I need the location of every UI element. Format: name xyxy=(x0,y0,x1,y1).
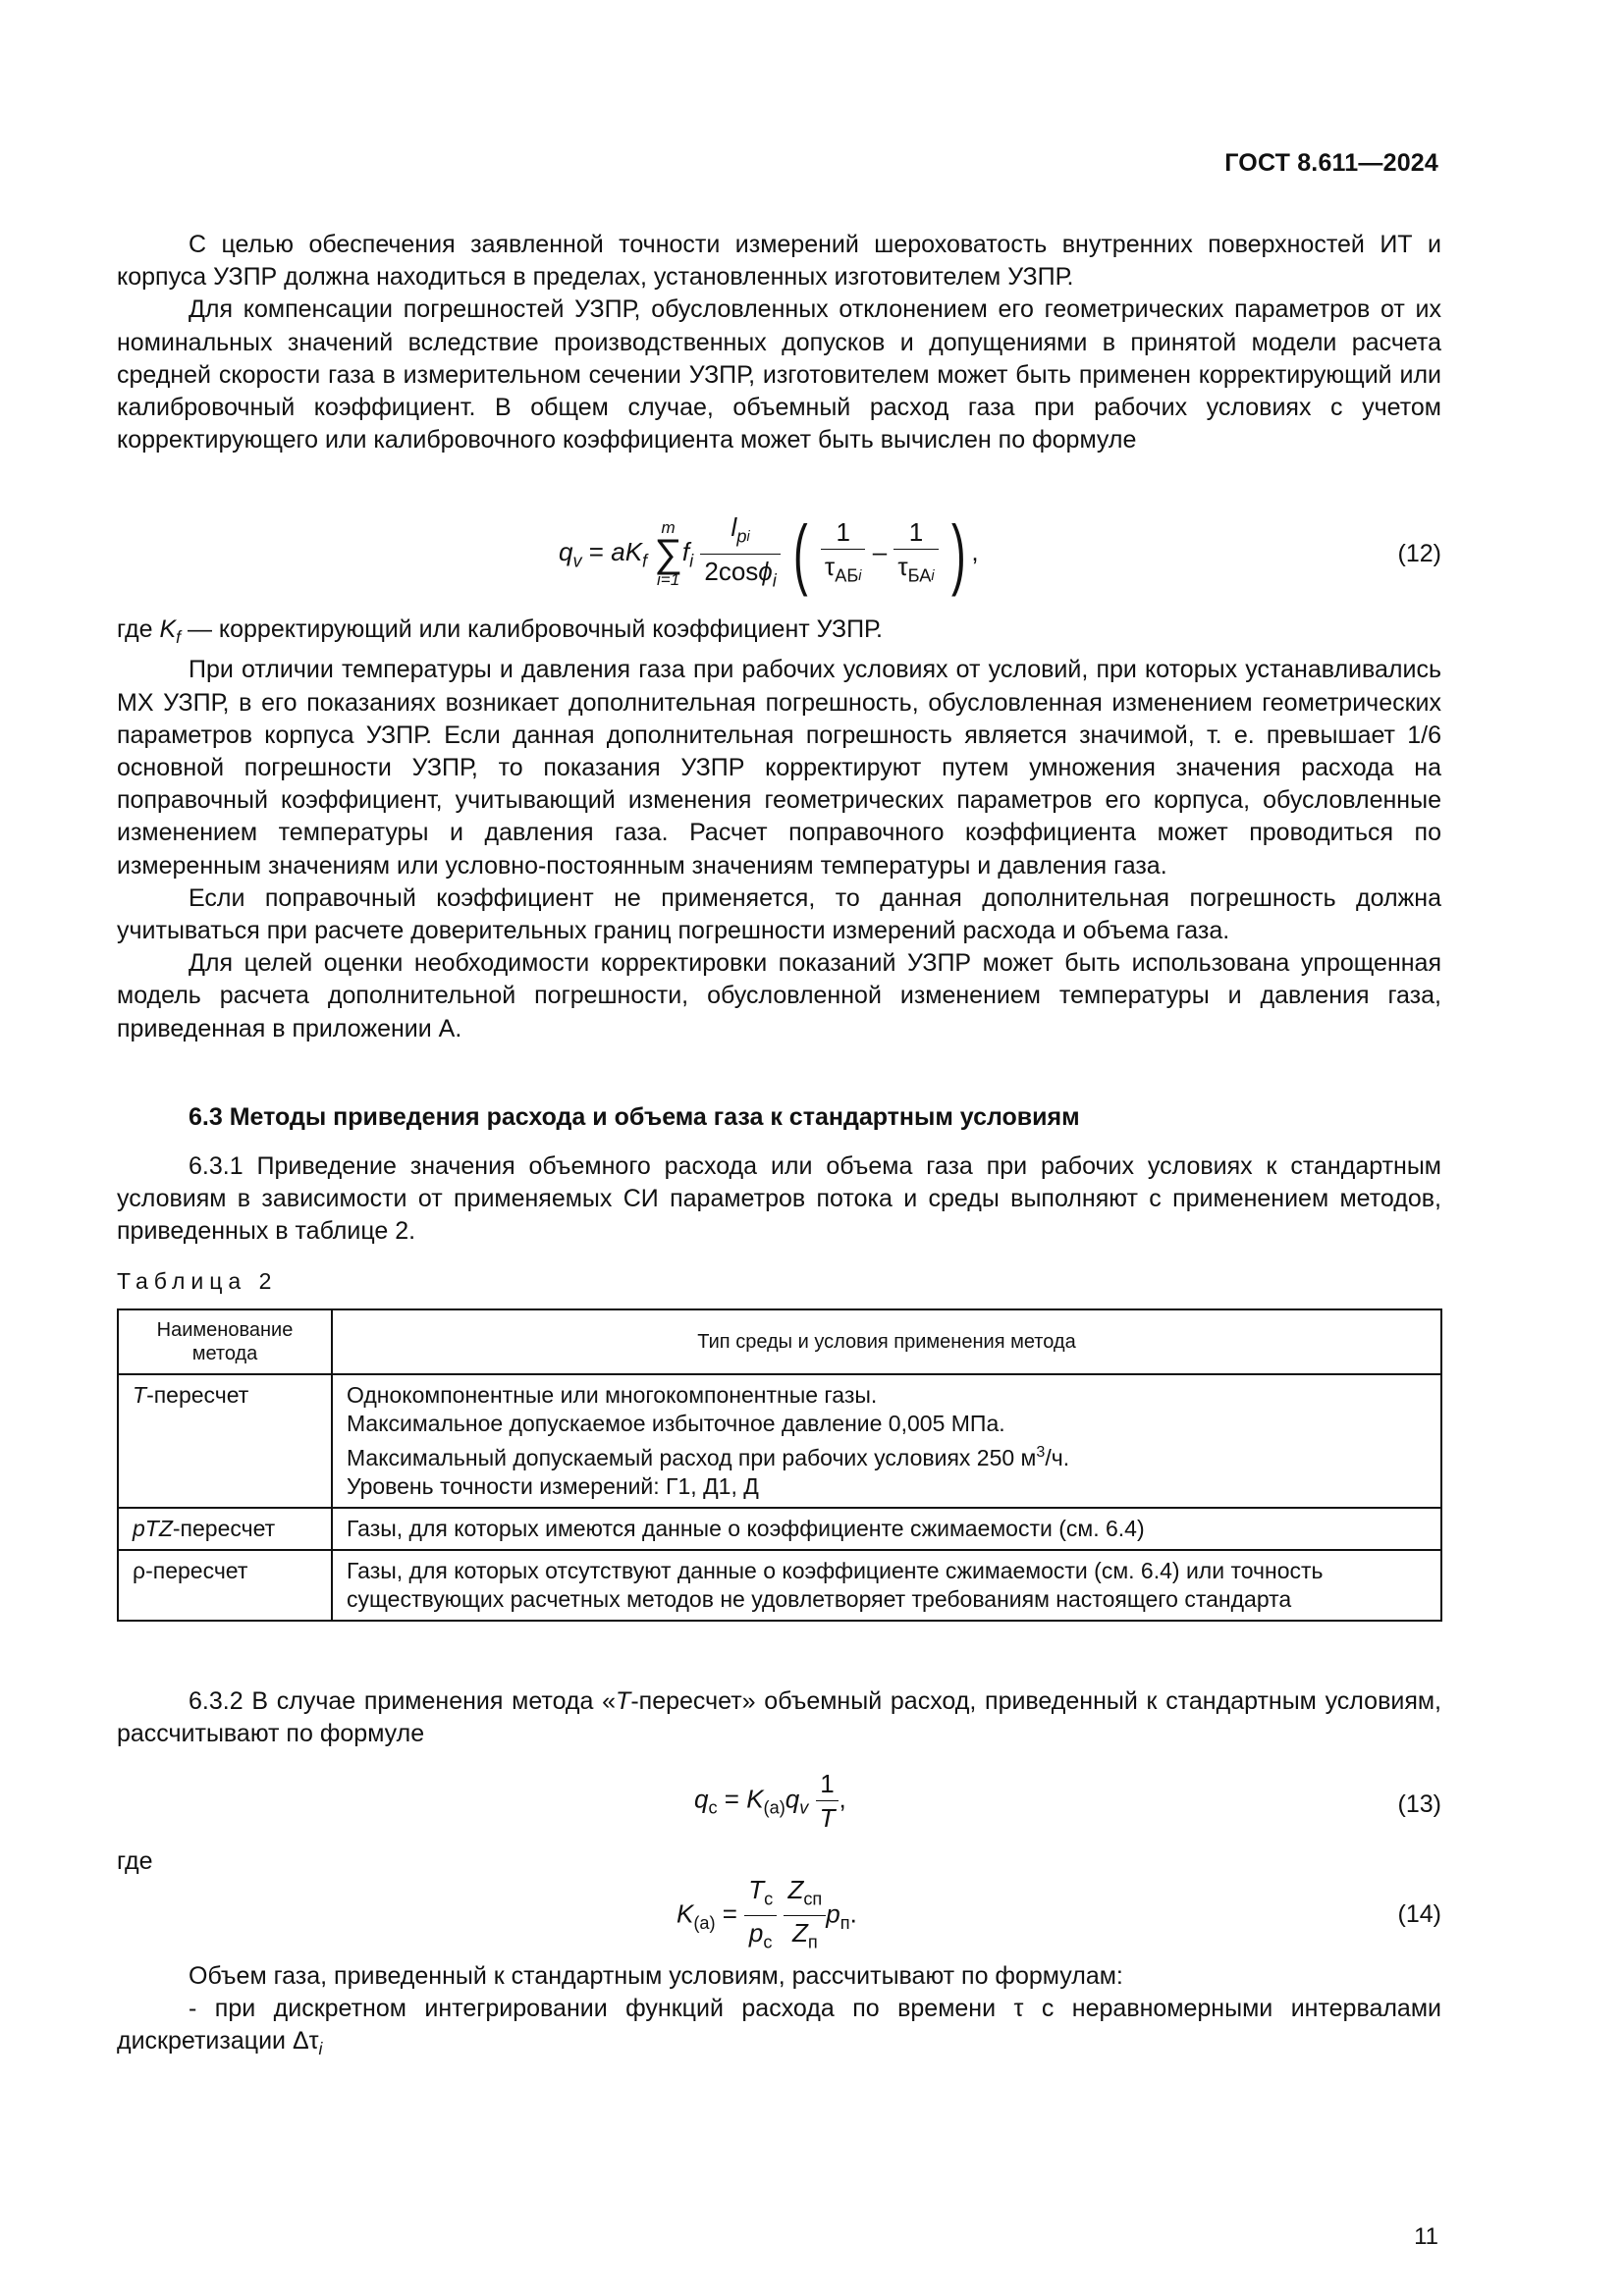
where-kf-sub: f xyxy=(176,627,181,648)
method-ptz-it: pTZ xyxy=(133,1515,173,1541)
paragraph-6-3-2 xyxy=(117,1685,1441,1750)
f12-paren-left: ( xyxy=(793,509,808,598)
f13-num: 1 xyxy=(816,1767,839,1801)
where-kf-text: — корректирующий или калибровочный коэффициент УЗПР. xyxy=(181,615,883,643)
paragraph-6-3-1: 6.3.1 Приведение значения объемного расхода или объема газа при рабочих условиях к стандартным условиям в зависимости от применяемых СИ параметров потока и среды выполняют с применением методов, приведенных в таблице 2. xyxy=(117,1152,1441,1246)
formula-14-number: (14) xyxy=(1397,1900,1441,1928)
f12-tau-b-idx: i xyxy=(931,567,935,584)
para7-pre: 6.3.2 В случае применения метода « xyxy=(189,1687,617,1715)
f14-lhs: K xyxy=(677,1898,694,1929)
f13-q: q xyxy=(785,1784,800,1814)
f12-minus: – xyxy=(872,537,888,567)
table-row xyxy=(118,1508,1441,1550)
body-text-middle xyxy=(117,614,1441,1045)
f12-k-sub: f xyxy=(642,551,648,571)
method-t-rest: -пересчет xyxy=(146,1382,249,1408)
body-text-top xyxy=(117,229,1441,456)
conditions-rho: Газы, для которых отсутствуют данные о коэффициенте сжимаемости (см. 6.4) или точность существующих расчетных методов не удовлетворяет требованиям настоящего стандарта xyxy=(332,1550,1441,1621)
para9-text: - при дискретном интегрировании функций расхода по времени τ с неравномерными интервалами дискретизации xyxy=(117,1995,1441,2056)
f14-d2-sub: п xyxy=(807,1932,818,1952)
where-word: где xyxy=(117,1847,153,1875)
table-row xyxy=(118,1374,1441,1508)
formula-12-number: (12) xyxy=(1397,540,1441,567)
conditions-t-line3-post: /ч. xyxy=(1045,1444,1070,1470)
method-rho: ρ-пересчет xyxy=(118,1550,332,1621)
f13-k: K xyxy=(746,1784,764,1814)
f12-num-l-subsub: i xyxy=(746,529,750,545)
f12-lhs: q xyxy=(559,537,573,567)
col-method-header: Наименование метода xyxy=(118,1309,332,1374)
method-t-it: T xyxy=(133,1382,147,1408)
f14-trail: . xyxy=(849,1898,857,1929)
formula-14-body xyxy=(677,1873,857,1959)
f13-fraction xyxy=(816,1767,839,1835)
f13-q-sub: v xyxy=(799,1797,809,1818)
f14-n1-sub: с xyxy=(764,1889,774,1909)
paragraph-compensation: Для компенсации погрешностей УЗПР, обусловленных отклонением его геометрических параметров от их номинальных значений вследствие производственных допусков и допущениями в принятой модели расчета средней скорости газа в измерительном сечении УЗПР, изготовителем может быть применен корректирующий или калибровочный коэффициент. В общем случае, объемный расход газа при рабочих условиях с учетом корректирующего или калибровочного коэффициента может быть вычислен по формуле xyxy=(117,295,1441,454)
f14-p-sub: п xyxy=(839,1913,850,1934)
f12-trail: , xyxy=(971,537,979,567)
f12-tau-a: τ xyxy=(824,551,836,581)
conditions-t-line4: Уровень точности измерений: Г1, Д1, Д xyxy=(347,1472,759,1499)
f12-one-a: 1 xyxy=(821,515,866,550)
section-heading: 6.3 Методы приведения расхода и объема газа к стандартным условиям xyxy=(189,1103,1080,1131)
f12-eq: = xyxy=(588,537,612,567)
f13-trail: , xyxy=(839,1784,846,1814)
paragraph-volume: Объем газа, приведенный к стандартным условиям, рассчитывают по формулам: xyxy=(189,1962,1123,1990)
document-header: ГОСТ 8.611—2024 xyxy=(1224,149,1438,177)
f14-n2-sub: сп xyxy=(803,1889,823,1909)
conditions-t xyxy=(332,1374,1441,1508)
f12-tau-b: τ xyxy=(897,551,908,581)
table-header-row xyxy=(118,1309,1441,1374)
formula-13-number: (13) xyxy=(1397,1790,1441,1818)
f12-fraction-tau2 xyxy=(893,515,938,593)
f14-n1: T xyxy=(748,1875,765,1904)
paragraph-no-correction: Если поправочный коэффициент не применяется, то данная дополнительная погрешность должна учитываться при расчете доверительных границ погрешности измерений расхода и объема газа. xyxy=(117,883,1441,944)
f12-one-b: 1 xyxy=(893,515,938,550)
conditions-t-line3-pre: Максимальный допускаемый расход при рабочих условиях 250 м xyxy=(347,1444,1037,1470)
f12-den-phi: ϕ xyxy=(758,557,773,586)
table-caption: Таблица 2 xyxy=(117,1268,278,1294)
conditions-ptz: Газы, для которых имеются данные о коэффициенте сжимаемости (см. 6.4) xyxy=(332,1508,1441,1550)
conditions-t-line3-sup: 3 xyxy=(1036,1443,1046,1461)
method-t xyxy=(118,1374,332,1508)
f14-d1-sub: с xyxy=(763,1932,773,1952)
paragraph-simplified-model: Для целей оценки необходимости корректировки показаний УЗПР может быть использована упрощенная модель расчета дополнительной погрешности, обусловленной изменением температуры и давления газа, приведенная в приложении А. xyxy=(117,949,1441,1042)
para9-sub: i xyxy=(318,2039,323,2059)
f13-lhs-sub: с xyxy=(708,1797,718,1818)
f12-sum-bottom: i=1 xyxy=(657,570,680,590)
where-kf-prefix: где xyxy=(117,615,160,643)
formula-13 xyxy=(117,1767,1441,1845)
where-kf xyxy=(117,614,1441,654)
formula-14 xyxy=(117,1873,1441,1951)
formula-13-body xyxy=(694,1767,846,1835)
page-number: 11 xyxy=(1414,2223,1438,2250)
f13-den: T xyxy=(819,1803,836,1833)
f12-f: f xyxy=(681,537,690,567)
paragraph-roughness: С целью обеспечения заявленной точности измерений шероховатость внутренних поверхностей ИТ и корпуса УЗПР должна находиться в пределах, установленных изготовителем УЗПР. xyxy=(117,231,1441,292)
methods-table xyxy=(117,1308,1442,1622)
f12-den-2cos: 2cos xyxy=(704,557,759,586)
body-text-6-3-2 xyxy=(117,1685,1441,1750)
f14-fraction-2 xyxy=(784,1873,826,1959)
col-conditions-header: Тип среды и условия применения метода xyxy=(332,1309,1441,1374)
f12-k: K xyxy=(624,537,643,567)
f12-lhs-sub: v xyxy=(572,551,582,571)
f12-fraction-tau1 xyxy=(821,515,866,593)
f12-a: a xyxy=(611,537,625,567)
para9-sym: Δτ xyxy=(292,2027,319,2056)
conditions-t-line3 xyxy=(347,1438,1429,1472)
formula-12 xyxy=(117,510,1441,609)
f14-fraction-1 xyxy=(744,1873,777,1959)
f12-num-l: l xyxy=(731,512,737,542)
f14-lhs-sub: (а) xyxy=(693,1913,716,1934)
conditions-t-line2: Максимальное допускаемое избыточное давление 0,005 МПа. xyxy=(347,1411,1005,1436)
f13-lhs: q xyxy=(694,1784,709,1814)
method-ptz-rest: -пересчет xyxy=(172,1515,276,1541)
conditions-t-line1: Однокомпонентные или многокомпонентные газы. xyxy=(347,1382,878,1408)
f12-paren-right: ) xyxy=(950,509,966,598)
formula-12-body xyxy=(559,510,979,597)
f12-sum-top: m xyxy=(661,518,676,538)
paragraph-temperature: При отличии температуры и давления газа при рабочих условиях от условий, при которых устанавливались МХ УЗПР, в его показаниях возникает дополнительная погрешность, обусловленная изменением геометрических параметров корпуса УЗПР. Если данная дополнительная погрешность является значимой, т. е. превышает 1/6 основной погрешности УЗПР, то показания УЗПР корректируют путем умножения значения расхода на поправочный коэффициент, учитывающий изменения геометрических параметров его корпуса, обусловленные изменением температуры и давления газа. Расчет поправочного коэффициента может проводиться по измеренным значениям или условно-постоянным значениям температуры и давления газа. xyxy=(117,656,1441,880)
f14-eq: = xyxy=(715,1898,745,1929)
f12-tau-a-idx: i xyxy=(858,567,862,584)
body-text-bottom xyxy=(117,1960,1441,2066)
f14-d1: p xyxy=(748,1918,764,1949)
para7-post: -пересчет» объемный расход, приведенный к стандартным условиям, рассчитывают по формуле xyxy=(117,1687,1441,1748)
table-row xyxy=(118,1550,1441,1621)
f14-d2: Z xyxy=(791,1918,808,1949)
f13-k-sub: (а) xyxy=(763,1797,785,1818)
f12-sum xyxy=(654,519,682,588)
f12-sum-sign: ∑ xyxy=(654,532,682,576)
f14-p: p xyxy=(826,1898,840,1929)
para7-it: T xyxy=(616,1687,631,1715)
f12-tau-b-sub: БА xyxy=(907,565,932,586)
f12-num-l-sub: p xyxy=(736,526,747,547)
f12-fraction-l xyxy=(700,510,780,597)
where-kf-sym: K xyxy=(159,615,177,643)
body-text-methods xyxy=(117,1150,1441,1249)
f12-f-sub: i xyxy=(689,551,694,571)
method-ptz xyxy=(118,1508,332,1550)
f13-eq: = xyxy=(717,1784,747,1814)
f14-n2: Z xyxy=(787,1875,804,1904)
f12-den-phi-sub: i xyxy=(772,570,777,591)
paragraph-discrete xyxy=(117,1993,1441,2066)
f12-tau-a-sub: АБ xyxy=(835,565,859,586)
